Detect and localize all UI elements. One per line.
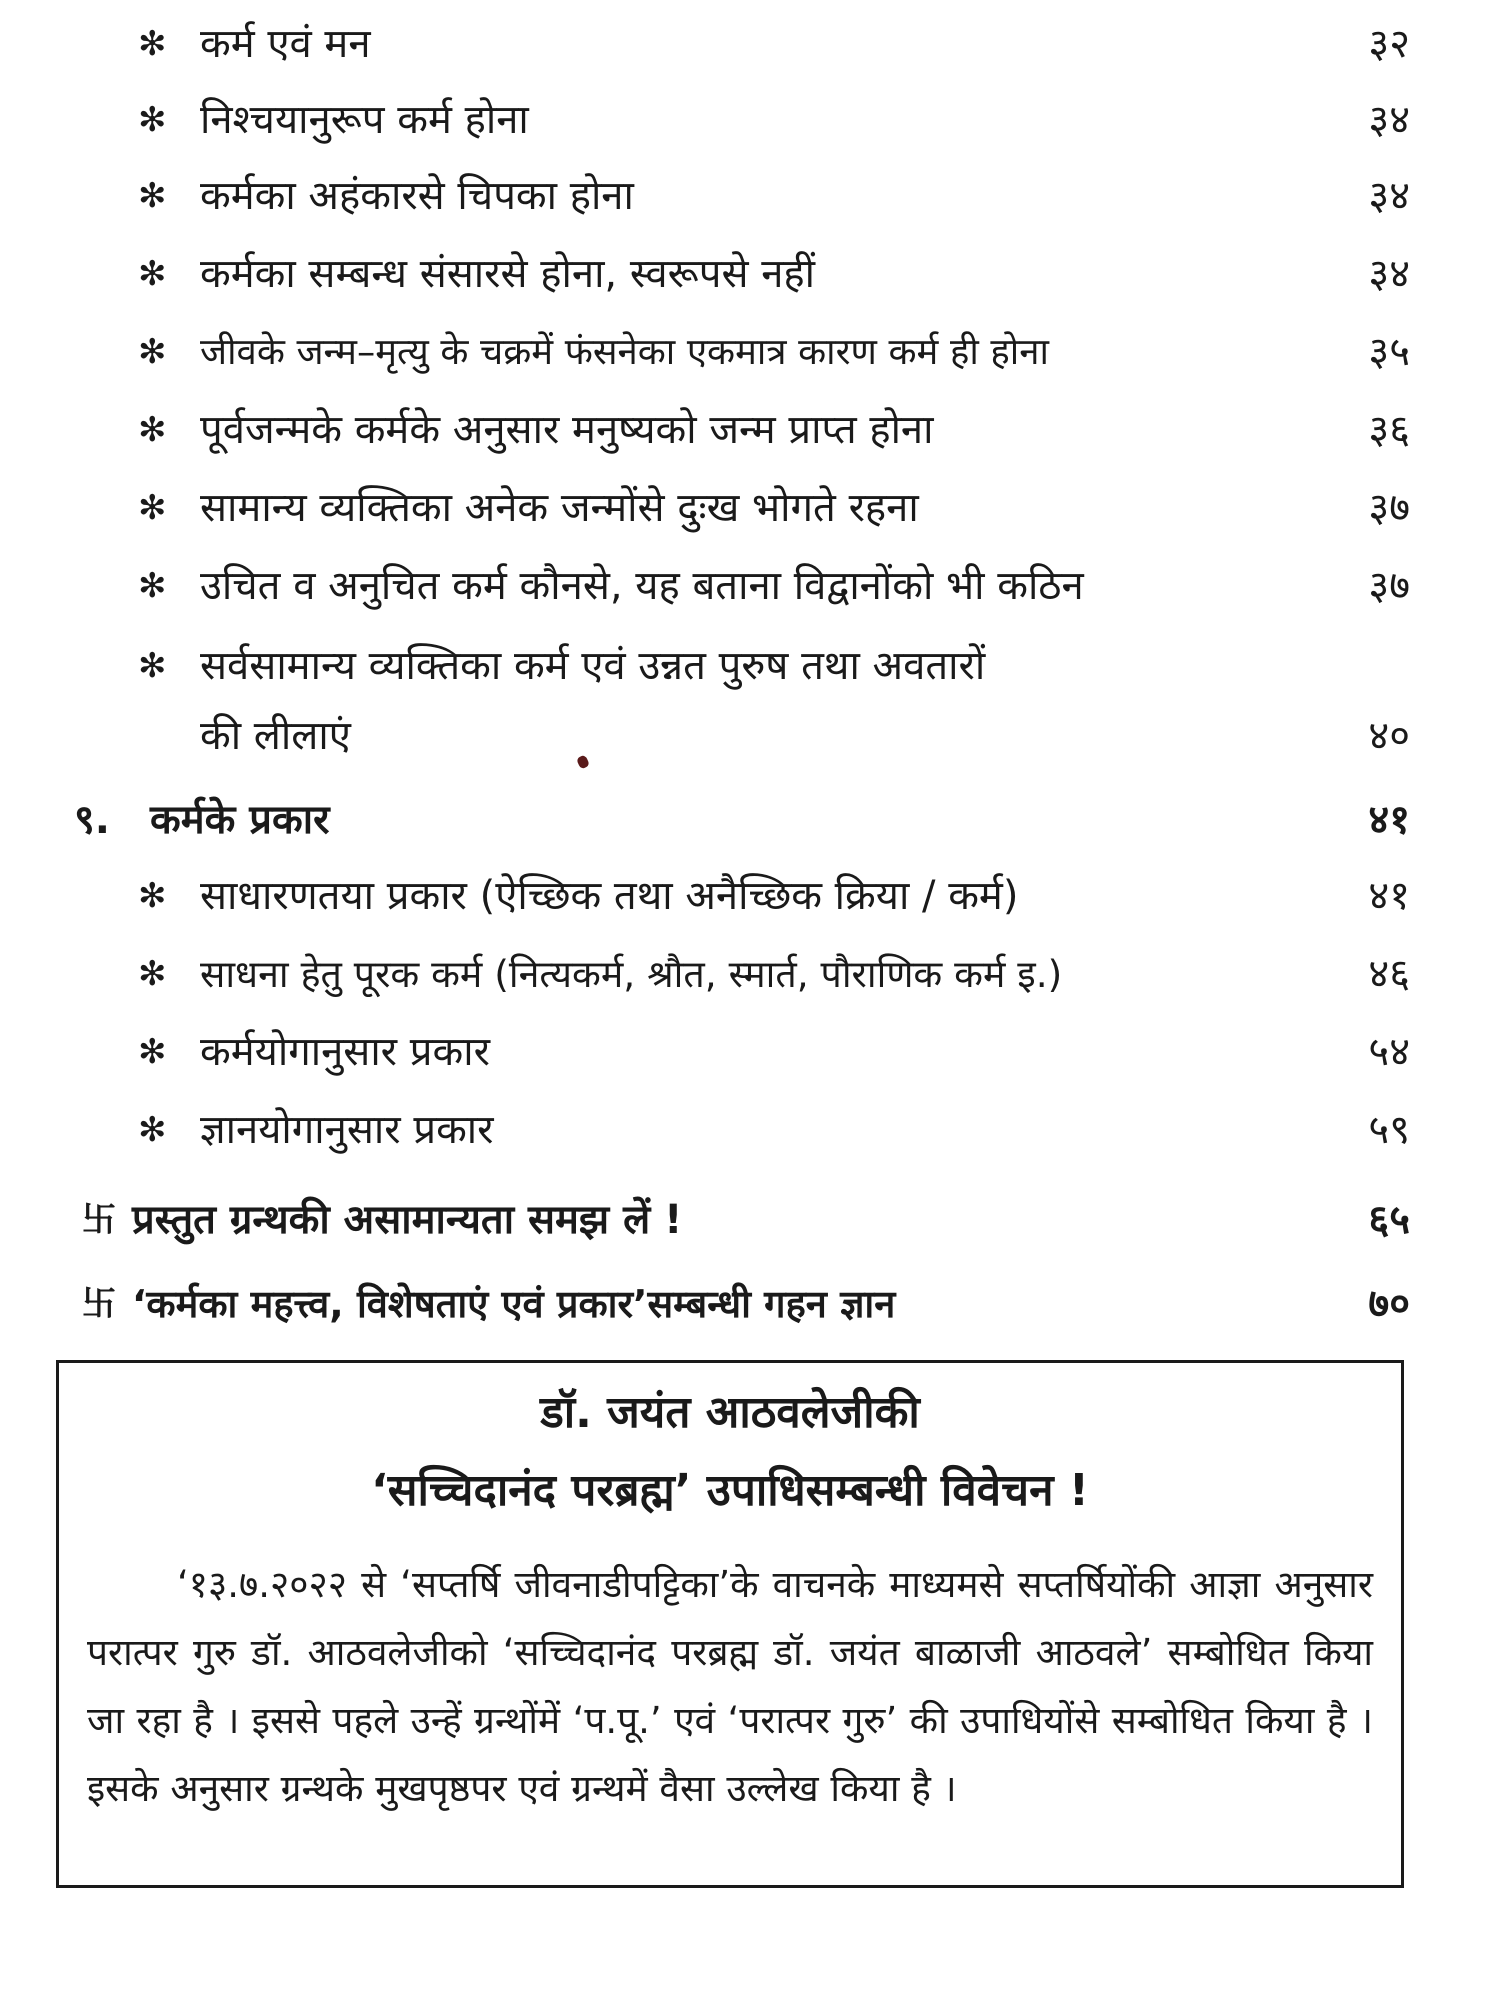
asterisk-icon: ✻ (138, 954, 167, 994)
asterisk-icon: ✻ (138, 100, 167, 140)
toc-item-page: ३४ (1368, 251, 1410, 297)
toc-item-title: सर्वसामान्य व्यक्तिका कर्म एवं उन्नत पुरुष तथा अवतारों (200, 643, 986, 689)
asterisk-icon: ✻ (138, 488, 167, 528)
asterisk-icon: ✻ (138, 24, 167, 64)
asterisk-icon: ✻ (138, 646, 167, 686)
swastika-icon: 卐 (82, 1200, 116, 1240)
toc-item-page: ४६ (1368, 951, 1410, 997)
toc-item-title: सामान्य व्यक्तिका अनेक जन्मोंसे दुःख भोगते रहना (200, 485, 919, 531)
ink-speck (576, 754, 590, 769)
asterisk-icon: ✻ (138, 254, 167, 294)
chapter-page: ४१ (1368, 797, 1410, 843)
toc-item-page: ३६ (1368, 407, 1410, 453)
swastika-icon: 卐 (82, 1284, 116, 1324)
toc-item-page: ४१ (1368, 873, 1410, 919)
toc-item-title: पूर्वजन्मके कर्मके अनुसार मनुष्यको जन्म प्राप्त होना (200, 407, 934, 453)
toc-item-title: प्रस्तुत ग्रन्थकी असामान्यता समझ लें ! (132, 1197, 683, 1243)
chapter-title: कर्मके प्रकार (150, 797, 330, 843)
notice-title: डॉ. जयंत आठवलेजीकी (540, 1387, 920, 1438)
notice-subtitle: ‘सच्चिदानंद परब्रह्म’ उपाधिसम्बन्धी विवेचन ! (371, 1465, 1089, 1516)
toc-item-title: ज्ञानयोगानुसार प्रकार (200, 1107, 494, 1153)
asterisk-icon: ✻ (138, 1110, 167, 1150)
toc-item-page: ३४ (1368, 97, 1410, 143)
toc-item-title: साधना हेतु पूरक कर्म (नित्यकर्म, श्रौत, स्मार्त, पौराणिक कर्म इ.) (200, 952, 1063, 996)
notice-body: ‘१३.७.२०२२ से ‘सप्तर्षि जीवनाडीपट्टिका’के वाचनके माध्यमसे सप्तर्षियोंकी आज्ञा अनुसार परात्पर गुरु डॉ. आठवलेजीको ‘सच्चिदानंद परब्रह्म डॉ. जयंत बाळाजी आठवले’ सम्बोधित किया जा रहा है । इससे पहले उन्हें ग्रन्थोंमें ‘प.पू.’ एवं ‘परात्पर गुरु’ की उपाधियोंसे सम्बोधित किया है । इसके अनुसार ग्रन्थके मुखपृष्ठपर एवं ग्रन्थमें वैसा उल्लेख किया है । (87, 1563, 1373, 1810)
toc-item-page: ५९ (1368, 1107, 1410, 1153)
asterisk-icon: ✻ (138, 876, 167, 916)
toc-item-page: ५४ (1368, 1029, 1410, 1075)
toc-item-page: ४० (1368, 713, 1410, 759)
toc-item-title: कर्म एवं मन (200, 21, 371, 67)
toc-item-title: निश्चयानुरूप कर्म होना (200, 97, 529, 143)
asterisk-icon: ✻ (138, 332, 167, 372)
toc-item-page: ३७ (1368, 563, 1410, 609)
toc-item-title: ‘कर्मका महत्त्व, विशेषताएं एवं प्रकार’सम्बन्धी गहन ज्ञान (132, 1282, 896, 1326)
toc-item-title: साधारणतया प्रकार (ऐच्छिक तथा अनैच्छिक क्रिया / कर्म) (200, 873, 1019, 919)
chapter-number: ९. (74, 797, 110, 843)
asterisk-icon: ✻ (138, 1032, 167, 1072)
toc-item-title: जीवके जन्म–मृत्यु के चक्रमें फंसनेका एकमात्र कारण कर्म ही होना (200, 330, 1049, 373)
toc-item-page: ३५ (1368, 329, 1410, 375)
asterisk-icon: ✻ (138, 410, 167, 450)
toc-item-title: कर्मका अहंकारसे चिपका होना (200, 173, 634, 219)
notice-box (56, 1360, 1404, 1888)
toc-item-title-continuation: की लीलाएं (200, 713, 351, 759)
asterisk-icon: ✻ (138, 176, 167, 216)
toc-item-page: ३२ (1368, 21, 1410, 67)
toc-item-title: उचित व अनुचित कर्म कौनसे, यह बताना विद्वानोंको भी कठिन (200, 563, 1084, 609)
toc-item-page: ३७ (1368, 485, 1410, 531)
toc-item-page: ६५ (1368, 1197, 1410, 1243)
asterisk-icon: ✻ (138, 566, 167, 606)
toc-item-title: कर्मयोगानुसार प्रकार (200, 1029, 490, 1075)
toc-item-page: ३४ (1368, 173, 1410, 219)
toc-item-page: ७० (1368, 1281, 1410, 1327)
toc-item-title: कर्मका सम्बन्ध संसारसे होना, स्वरूपसे नहीं (200, 251, 816, 297)
